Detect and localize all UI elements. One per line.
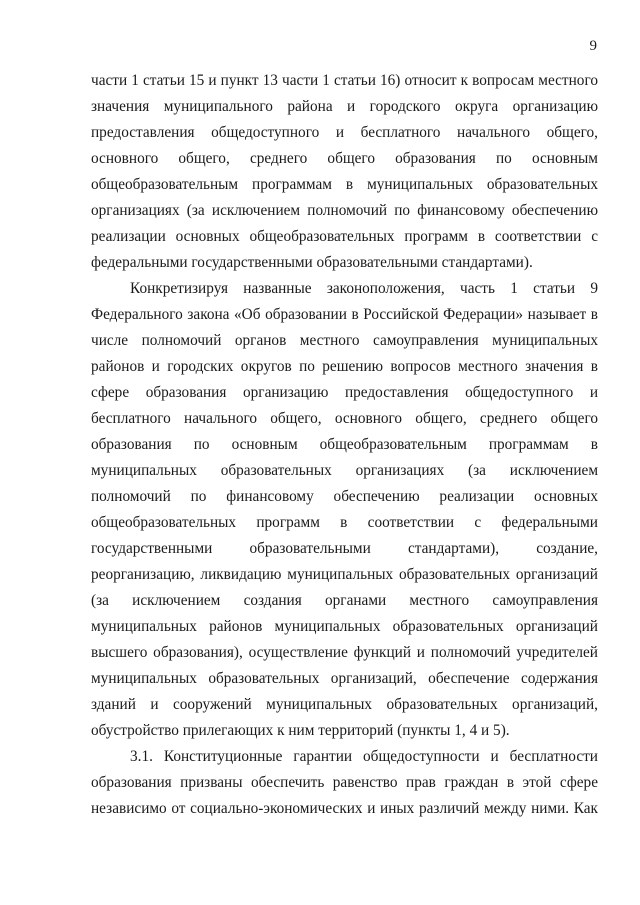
text-line: Конкретизируя названные законоположения, часть 1 статьи 9 [130, 280, 598, 297]
text-line: федеральными государственными образовательными стандартами). [91, 254, 533, 271]
text-line: муниципальных образовательных организациях (за исключением [91, 462, 598, 479]
text-line: числе полномочий органов местного самоуправления муниципальных [91, 332, 598, 349]
text-line: сфере образования организацию предоставления общедоступного и [91, 384, 598, 401]
page-number: 9 [589, 38, 597, 54]
text-line: муниципальных образовательных организаций, обеспечение содержания [91, 670, 598, 687]
document-body [91, 68, 598, 822]
text-line: (за исключением создания органами местного самоуправления [91, 592, 598, 609]
text-line: обустройство прилегающих к ним территорий (пункты 1, 4 и 5). [91, 722, 510, 739]
text-line: высшего образования), осуществление функций и полномочий учредителей [91, 644, 598, 661]
text-line: 3.1. Конституционные гарантии общедоступности и бесплатности [130, 748, 598, 765]
paragraph [91, 276, 598, 744]
text-line: части 1 статьи 15 и пункт 13 части 1 статьи 16) относит к вопросам местного [91, 72, 598, 89]
text-line: реализации основных общеобразовательных программ в соответствии с [91, 228, 598, 245]
text-line: независимо от социально-экономических и иных различий между ними. Как [91, 800, 598, 817]
text-line: организациях (за исключением полномочий по финансовому обеспечению [91, 202, 598, 219]
text-line: общеобразовательных программ в соответствии с федеральными [91, 514, 598, 531]
text-line: районов и городских округов по решению вопросов местного значения в [91, 358, 598, 375]
text-line: реорганизацию, ликвидацию муниципальных образовательных организаций [91, 566, 598, 583]
text-line: государственными образовательными стандартами), создание, [91, 540, 598, 557]
text-line: Федерального закона «Об образовании в Российской Федерации» называет в [91, 306, 598, 323]
paragraph [91, 744, 598, 822]
text-line: значения муниципального района и городского округа организацию [91, 98, 598, 115]
text-line: полномочий по финансовому обеспечению реализации основных [91, 488, 598, 505]
text-line: образования по основным общеобразовательным программам в [91, 436, 598, 453]
text-line: образования призваны обеспечить равенство прав граждан в этой сфере [91, 774, 598, 791]
text-line: зданий и сооружений муниципальных образовательных организаций, [91, 696, 598, 713]
text-line: общеобразовательным программам в муниципальных образовательных [91, 176, 598, 193]
paragraph [91, 68, 598, 276]
text-line: основного общего, среднего общего образования по основным [91, 150, 598, 167]
text-line: муниципальных районов муниципальных образовательных организаций [91, 618, 598, 635]
text-line: предоставления общедоступного и бесплатного начального общего, [91, 124, 598, 141]
text-line: бесплатного начального общего, основного общего, среднего общего [91, 410, 598, 427]
